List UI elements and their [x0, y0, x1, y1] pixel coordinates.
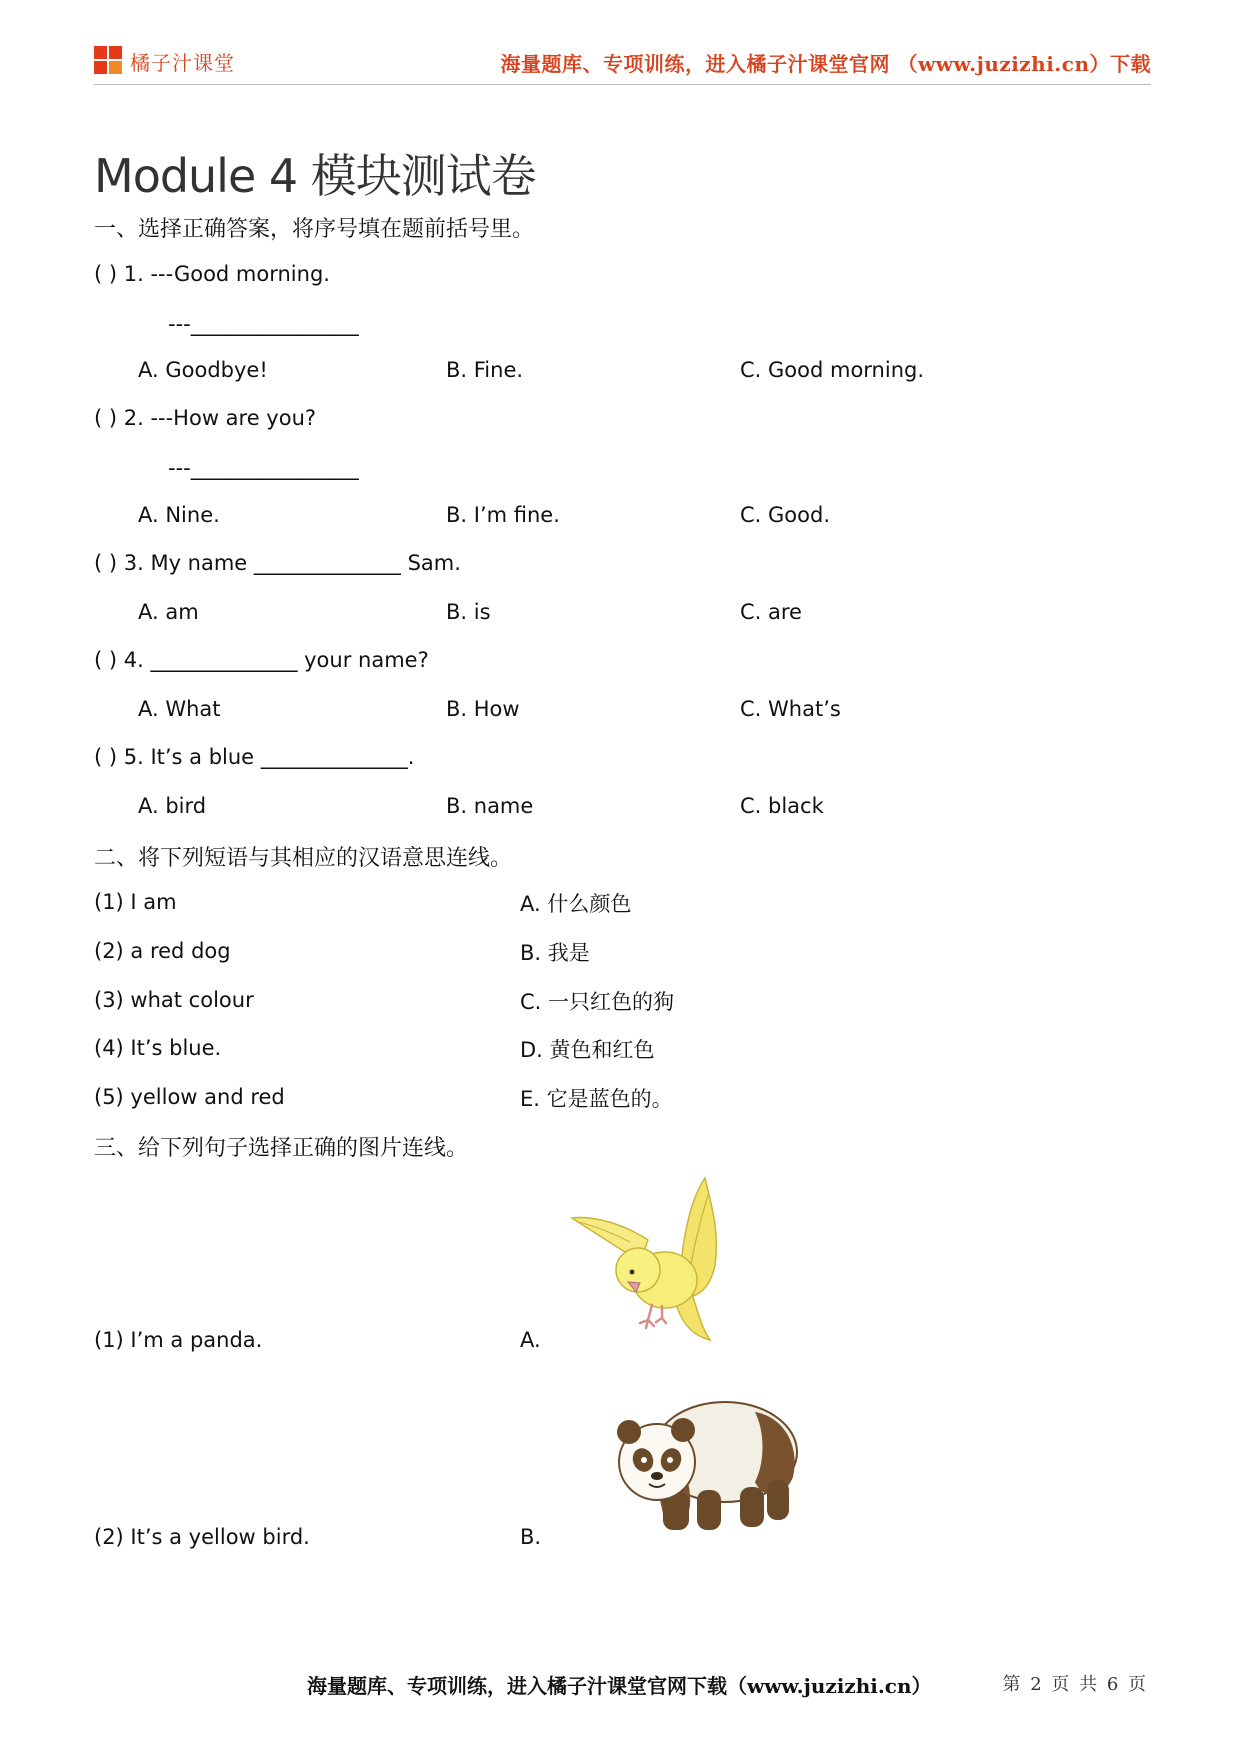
page-footer — [0, 1662, 1240, 1702]
yellow-bird-icon — [570, 1170, 745, 1345]
sentence-2: (2) It’s a yellow bird. — [94, 1525, 310, 1549]
question-2-option-c: C. Good. — [740, 503, 830, 527]
question-5-option-b: B. name — [446, 794, 534, 818]
phrase-2: (2) a red dog — [94, 939, 231, 963]
question-2-stem: ( ) 2. ---How are you? — [94, 406, 317, 430]
question-2-answer-line: ---________________ — [168, 456, 359, 480]
meaning-d: D. 黄色和红色 — [520, 1038, 655, 1062]
header-website-link[interactable]: 海量题库、专项训练，进入橘子汁课堂官网 （www.juzizhi.cn）下载 — [500, 52, 1151, 76]
question-1-option-a: A. Goodbye! — [138, 358, 268, 382]
logo — [94, 46, 235, 76]
question-3-option-a: A. am — [138, 600, 199, 624]
question-1-answer-line: ---________________ — [168, 312, 359, 336]
page-number: 第 2 页 共 6 页 — [1002, 1674, 1146, 1695]
question-2-option-b: B. I’m fine. — [446, 503, 560, 527]
question-5-option-a: A. bird — [138, 794, 207, 818]
meaning-a: A. 什么颜色 — [520, 892, 632, 916]
question-4-option-c: C. What’s — [740, 697, 841, 721]
question-4-option-a: A. What — [138, 697, 221, 721]
meaning-b: B. 我是 — [520, 941, 590, 965]
section2-heading: 二、将下列短语与其相应的汉语意思连线。 — [94, 846, 513, 871]
question-2-option-a: A. Nine. — [138, 503, 220, 527]
footer-website-link[interactable]: 海量题库、专项训练，进入橘子汁课堂官网下载（www.juzizhi.cn） — [307, 1674, 932, 1698]
meaning-c: C. 一只红色的狗 — [520, 990, 675, 1014]
question-1-option-b: B. Fine. — [446, 358, 524, 382]
page-header — [94, 40, 1151, 85]
section3-heading: 三、给下列句子选择正确的图片连线。 — [94, 1136, 469, 1161]
phrase-1: (1) I am — [94, 890, 177, 914]
question-4-stem: ( ) 4. ______________ your name? — [94, 648, 429, 672]
phrase-4: (4) It’s blue. — [94, 1036, 222, 1060]
phrase-3: (3) what colour — [94, 988, 254, 1012]
meaning-e: E. 它是蓝色的。 — [520, 1087, 673, 1111]
question-4-option-b: B. How — [446, 697, 520, 721]
question-1-option-c: C. Good morning. — [740, 358, 925, 382]
question-1-stem: ( ) 1. ---Good morning. — [94, 262, 330, 286]
question-3-stem: ( ) 3. My name ______________ Sam. — [94, 551, 461, 575]
section1-heading: 一、选择正确答案，将序号填在题前括号里。 — [94, 217, 535, 242]
panda-icon — [615, 1372, 800, 1542]
logo-text: 橘子汁课堂 — [130, 50, 235, 75]
sentence-1: (1) I’m a panda. — [94, 1328, 263, 1352]
picture-letter-a: A. — [520, 1328, 541, 1352]
page-title: Module 4 模块测试卷 — [94, 149, 536, 203]
question-3-option-c: C. are — [740, 600, 802, 624]
question-5-stem: ( ) 5. It’s a blue ______________. — [94, 745, 415, 769]
question-3-option-b: B. is — [446, 600, 491, 624]
question-5-option-c: C. black — [740, 794, 824, 818]
phrase-5: (5) yellow and red — [94, 1085, 285, 1109]
logo-icon — [94, 46, 124, 76]
picture-letter-b: B. — [520, 1525, 542, 1549]
